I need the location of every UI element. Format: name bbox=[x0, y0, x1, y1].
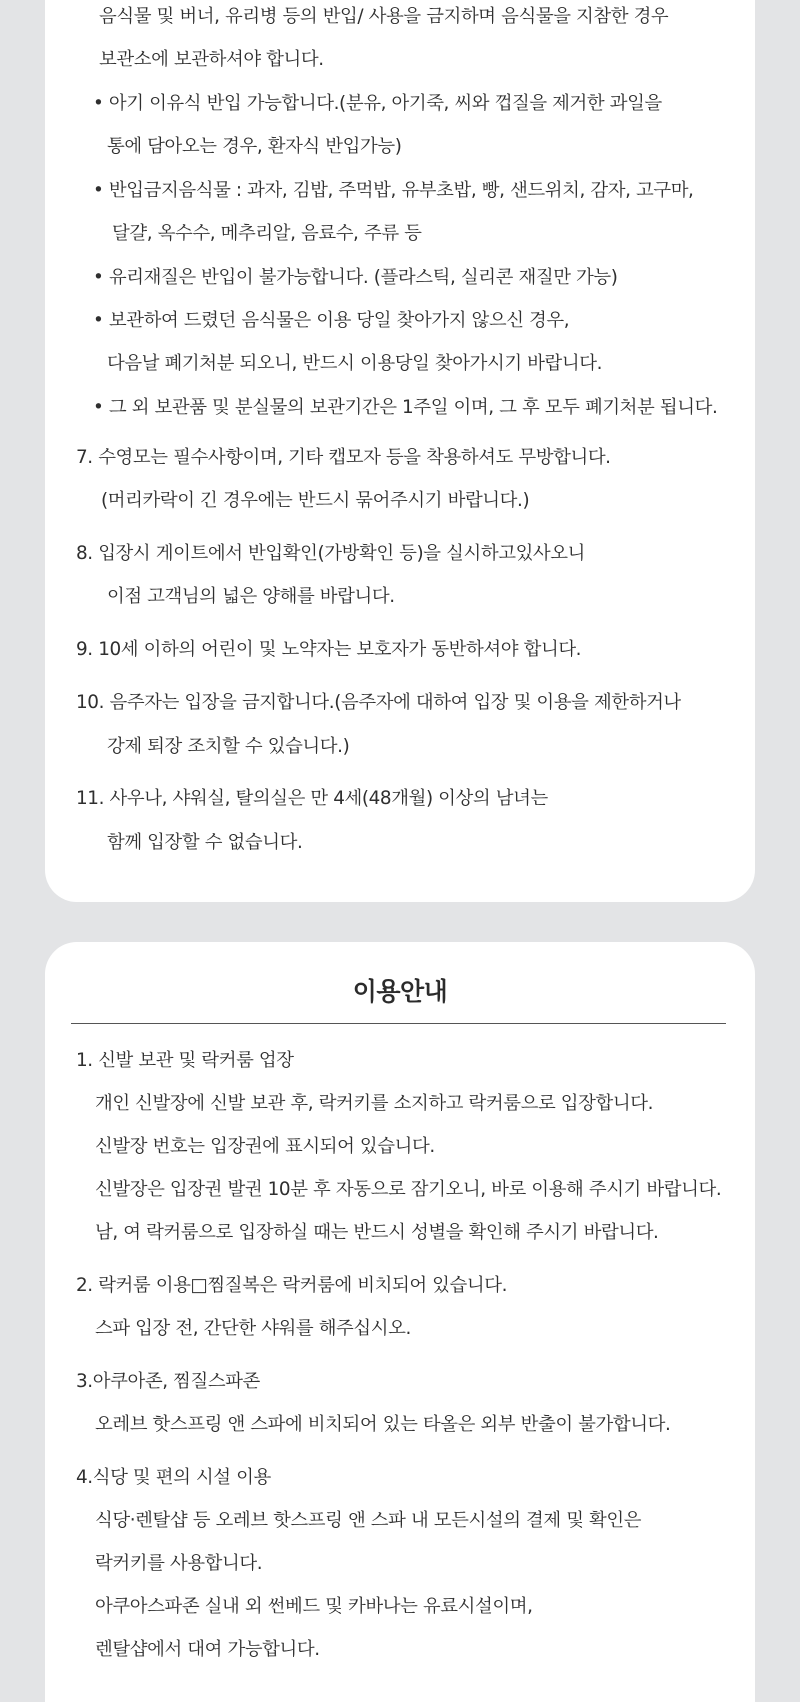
rules-line: 함께 입장할 수 없습니다. bbox=[107, 832, 303, 853]
guide-divider bbox=[71, 1023, 726, 1024]
rules-line: 달걀, 옥수수, 메추리알, 음료수, 주류 등 bbox=[112, 223, 422, 244]
guide-title: 이용안내 bbox=[352, 977, 448, 1006]
rules-bullet: • 그 외 보관품 및 분실물의 보관기간은 1주일 이며, 그 후 모두 폐기처분 됩니다. bbox=[93, 397, 718, 418]
rules-line: 음식물 및 버너, 유리병 등의 반입/ 사용을 금지하며 음식물을 지참한 경우 bbox=[99, 6, 669, 27]
guide-line: 스파 입장 전, 간단한 샤워를 해주십시오. bbox=[95, 1318, 411, 1339]
guide-card bbox=[45, 942, 755, 1702]
guide-line: 신발장 번호는 입장권에 표시되어 있습니다. bbox=[95, 1136, 435, 1157]
rules-line: 강제 퇴장 조치할 수 있습니다.) bbox=[107, 736, 350, 757]
guide-line: 오레브 핫스프링 앤 스파에 비치되어 있는 타올은 외부 반출이 불가합니다. bbox=[95, 1414, 671, 1435]
rules-line: 통에 담아오는 경우, 환자식 반입가능) bbox=[107, 136, 402, 157]
rules-bullet: • 아기 이유식 반입 가능합니다.(분유, 아기죽, 씨와 껍질을 제거한 과일을 bbox=[93, 93, 662, 114]
rules-card bbox=[45, 0, 755, 902]
guide-line: 신발장은 입장권 발권 10분 후 자동으로 잠기오니, 바로 이용해 주시기 바랍니다. bbox=[95, 1179, 722, 1200]
guide-line: 개인 신발장에 신발 보관 후, 락커키를 소지하고 락커룸으로 입장합니다. bbox=[95, 1093, 654, 1114]
guide-item-3: 3.아쿠아존, 찜질스파존 bbox=[76, 1371, 260, 1392]
rule-item-11: 11. 사우나, 샤워실, 탈의실은 만 4세(48개월) 이상의 남녀는 bbox=[76, 788, 548, 809]
rules-line: 이점 고객님의 넓은 양해를 바랍니다. bbox=[107, 586, 395, 607]
rules-bullet: • 보관하여 드렸던 음식물은 이용 당일 찾아가지 않으신 경우, bbox=[93, 310, 570, 331]
rules-bullet: • 반입금지음식물 : 과자, 김밥, 주먹밥, 유부초밥, 빵, 샌드위치, 감자, 고구마, bbox=[93, 180, 694, 201]
rule-item-10: 10. 음주자는 입장을 금지합니다.(음주자에 대하여 입장 및 이용을 제한하거나 bbox=[76, 692, 681, 713]
guide-line: 아쿠아스파존 실내 외 썬베드 및 카바나는 유료시설이며, bbox=[95, 1596, 533, 1617]
guide-item-4: 4.식당 및 편의 시설 이용 bbox=[76, 1467, 271, 1488]
rules-line: (머리카락이 긴 경우에는 반드시 묶어주시기 바랍니다.) bbox=[101, 490, 530, 511]
guide-line: 렌탈샵에서 대여 가능합니다. bbox=[95, 1639, 320, 1660]
rule-item-8: 8. 입장시 게이트에서 반입확인(가방확인 등)을 실시하고있사오니 bbox=[76, 543, 586, 564]
guide-item-1: 1. 신발 보관 및 락커룸 업장 bbox=[76, 1050, 294, 1071]
guide-item-2: 2. 락커룸 이용□찜질복은 락커룸에 비치되어 있습니다. bbox=[76, 1275, 508, 1296]
guide-line: 식당·렌탈샵 등 오레브 핫스프링 앤 스파 내 모든시설의 결제 및 확인은 bbox=[95, 1510, 642, 1531]
guide-line: 락커키를 사용합니다. bbox=[95, 1553, 263, 1574]
rule-item-7: 7. 수영모는 필수사항이며, 기타 캡모자 등을 착용하셔도 무방합니다. bbox=[76, 447, 611, 468]
rules-line: 다음날 폐기처분 되오니, 반드시 이용당일 찾아가시기 바랍니다. bbox=[107, 353, 603, 374]
rules-line: 보관소에 보관하셔야 합니다. bbox=[99, 49, 324, 70]
guide-line: 남, 여 락커룸으로 입장하실 때는 반드시 성별을 확인해 주시기 바랍니다. bbox=[95, 1222, 659, 1243]
rule-item-9: 9. 10세 이하의 어린이 및 노약자는 보호자가 동반하셔야 합니다. bbox=[76, 639, 582, 660]
rules-bullet: • 유리재질은 반입이 불가능합니다. (플라스틱, 실리콘 재질만 가능) bbox=[93, 267, 618, 288]
